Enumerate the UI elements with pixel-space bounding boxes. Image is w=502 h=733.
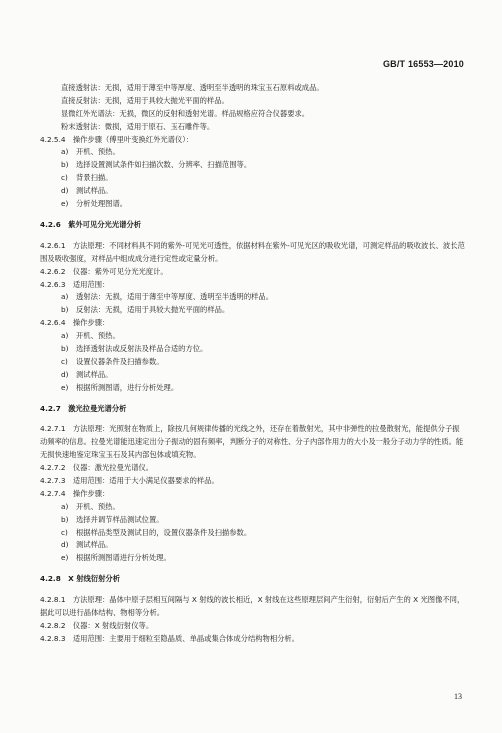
step-item	[40, 185, 466, 198]
step-text: 开机、预热。	[76, 501, 120, 511]
document-body	[40, 82, 466, 646]
clause-4-2-6-4: 4.2.6.4 操作步骤：	[40, 318, 110, 328]
step-label: a)	[61, 501, 69, 511]
step-item	[40, 501, 466, 514]
step-label: e)	[61, 199, 69, 209]
step-item	[40, 356, 466, 369]
page-number: 13	[454, 692, 462, 701]
section-4-2-7-title: 4.2.7 激光拉曼光谱分析	[40, 403, 127, 413]
step-text: 根据所测图谱进行分析处理。	[76, 553, 171, 563]
intro-line: 显微红外光谱法：无损，微区的反射和透射光谱。样品规格应符合仪器要求。	[61, 108, 310, 118]
intro-line: 粉末透射法：微损，适用于原石、玉石雕件等。	[61, 121, 215, 131]
clause-4-2-6-3: 4.2.6.3 适用范围：	[40, 279, 110, 289]
item-label: b)	[61, 305, 69, 315]
clause-4-2-7-3: 4.2.7.3 适用范围：适用于大小满足仪器要求的样品。	[40, 476, 219, 486]
step-text: 分析处理图谱。	[76, 199, 128, 209]
scope-item	[40, 291, 466, 304]
step-text: 开机、预热。	[76, 147, 120, 157]
step-label: b)	[61, 160, 69, 170]
step-item	[40, 552, 466, 565]
step-text: 设置仪器条件及扫描参数。	[76, 356, 164, 366]
clause-4-2-7-2: 4.2.7.2 仪器：激光拉曼光谱仪。	[40, 463, 154, 473]
step-text: 测试样品。	[76, 369, 113, 379]
clause-4-2-6-1: 4.2.6.1 方法原理：不同材料具不同的紫外-可见光可透性，依据材料在紫外-可见光区的吸收光谱，可测定样品的吸收波长、波长范围及吸收强度，对样品中组成成分进行定性或定量分析。	[40, 240, 465, 263]
scope-item	[40, 304, 466, 317]
step-item	[40, 343, 466, 356]
clause-4-2-6-2: 4.2.6.2 仪器：紫外可见分光光度计。	[40, 266, 168, 276]
step-text: 测试样品。	[76, 186, 113, 196]
section-4-2-6-title: 4.2.6 紫外可见分光光谱分析	[40, 219, 142, 229]
step-label: e)	[61, 553, 69, 563]
step-item	[40, 369, 466, 382]
step-label: d)	[61, 540, 69, 550]
step-label: b)	[61, 514, 69, 524]
item-label: a)	[61, 292, 69, 302]
step-label: e)	[61, 382, 69, 392]
step-item	[40, 382, 466, 395]
clause-4-2-8-2: 4.2.8.2 仪器：X 射线衍射仪等。	[40, 620, 154, 630]
clause-4-2-7-1: 4.2.7.1 方法原理：光照射在物质上，除按几何规律传播的光线之外，还存在着散射光，其中非弹性的拉曼散射光，能提供分子振动频率的信息。拉曼光谱能迅速定出分子振动的固有频率，判断分子的对称性、分子内部作用力的大小及一般分子动力学的性质。能无损快速地鉴定珠宝玉石及其内部包体或填充物。	[40, 424, 464, 460]
step-item	[40, 330, 466, 343]
step-label: d)	[61, 186, 69, 196]
clause-4-2-8-1: 4.2.8.1 方法原理：晶体中原子层相互间隔与 X 射线的波长相近，X 射线在这些原理层间产生衍射，衍射后产生的 X 光图像不同，据此可以进行晶体结构、物相等分析。	[40, 595, 465, 618]
step-item	[40, 527, 466, 540]
step-item	[40, 539, 466, 552]
intro-line: 直接透射法：无损，适用于薄至中等厚度、透明至半透明的珠宝玉石原料或成品。	[61, 83, 324, 92]
intro-line: 直接反射法：无损，适用于具较大抛光平面的样品。	[61, 95, 229, 105]
step-label: a)	[61, 331, 69, 341]
item-text: 反射法：无损，适用于具较大抛光平面的样品。	[76, 305, 230, 315]
step-label: c)	[61, 356, 68, 366]
clause-4-2-8-3: 4.2.8.3 适用范围：主要用于细粒至隐晶质、单晶或集合体成分结构物相分析。	[40, 633, 300, 643]
section-4-2-8-title: 4.2.8 X 射线衍射分析	[40, 574, 121, 584]
clause-4-2-7-4: 4.2.7.4 操作步骤：	[40, 488, 110, 498]
standard-code: GB/T 16553—2010	[382, 59, 464, 69]
step-text: 根据样品类型及测试目的，设置仪器条件及扫描参数。	[76, 527, 252, 537]
step-text: 选择设置测试条件如扫描次数、分辨率、扫描范围等。	[76, 160, 252, 170]
item-text: 透射法：无损，适用于薄至中等厚度、透明至半透明的样品。	[76, 292, 274, 302]
step-item	[40, 198, 466, 211]
step-label: c)	[61, 527, 68, 537]
step-label: a)	[61, 147, 69, 157]
clause-4-2-5-4-heading: 4.2.5.4 操作步骤（傅里叶变换红外光谱仪）：	[40, 134, 194, 144]
step-label: c)	[61, 173, 68, 183]
step-text: 开机、预热。	[76, 331, 120, 341]
step-label: b)	[61, 343, 69, 353]
step-item	[40, 514, 466, 527]
step-label: d)	[61, 369, 69, 379]
step-text: 测试样品。	[76, 540, 113, 550]
step-text: 选择透射法或反射法及样品合适的方位。	[76, 343, 208, 353]
step-item	[40, 172, 466, 185]
step-item	[40, 146, 466, 159]
step-text: 背景扫描。	[76, 173, 113, 183]
step-text: 根据所测图谱，进行分析处理。	[76, 382, 179, 392]
step-text: 选择并调节样品测试位置。	[76, 514, 164, 524]
step-item	[40, 159, 466, 172]
